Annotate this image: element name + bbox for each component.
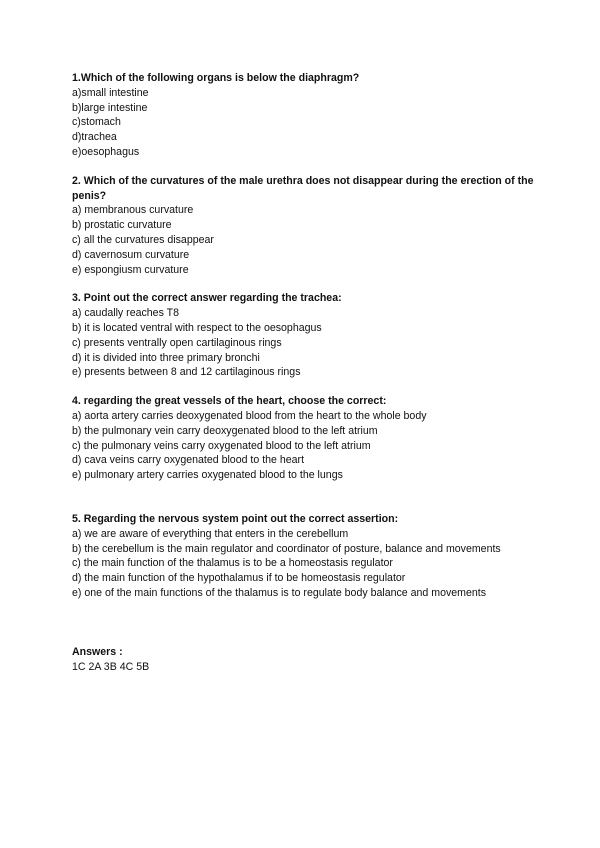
option-e: e) presents between 8 and 12 cartilaginous rings (72, 366, 301, 379)
option-b: b) prostatic curvature (72, 219, 172, 232)
option-b: b) it is located ventral with respect to the oesophagus (72, 321, 322, 334)
option-e: e)oesophagus (72, 145, 140, 158)
option-b: b) the pulmonary vein carry deoxygenated blood to the left atrium (72, 424, 378, 437)
option-d: d) cavernosum curvature (72, 248, 190, 261)
question-title: 5. Regarding the nervous system point out the correct assertion: (72, 512, 399, 525)
option-b: b)large intestine (72, 101, 148, 114)
option-a: a) caudally reaches T8 (72, 307, 179, 320)
option-c: c)stomach (72, 116, 121, 129)
option-c: c) the main function of the thalamus is to be a homeostasis regulator (72, 557, 393, 570)
document-page (72, 71, 542, 674)
option-d: d) the main function of the hypothalamus if to be homeostasis regulator (72, 572, 406, 585)
option-c: c) the pulmonary veins carry oxygenated blood to the left atrium (72, 439, 371, 452)
option-c: c) all the curvatures disappear (72, 233, 214, 246)
option-e: e) espongiusm curvature (72, 263, 189, 276)
option-d: d) cava veins carry oxygenated blood to the heart (72, 454, 305, 467)
answers-key: 1C 2A 3B 4C 5B (72, 660, 150, 673)
question-3 (72, 291, 542, 380)
option-d: d)trachea (72, 131, 117, 144)
option-b: b) the cerebellum is the main regulator and coordinator of posture, balance and movements (72, 542, 501, 555)
answers-title: Answers : (72, 645, 123, 658)
option-a: a) we are aware of everything that enters in the cerebellum (72, 527, 349, 540)
question-1 (72, 71, 542, 160)
question-title: 4. regarding the great vessels of the heart, choose the correct: (72, 395, 387, 408)
option-a: a) aorta artery carries deoxygenated blood from the heart to the whole body (72, 409, 427, 422)
option-c: c) presents ventrally open cartilaginous rings (72, 336, 282, 349)
option-a: a)small intestine (72, 86, 149, 99)
question-title: 3. Point out the correct answer regarding the trachea: (72, 292, 342, 305)
question-title: 1.Which of the following organs is below the diaphragm? (72, 72, 360, 84)
option-a: a) membranous curvature (72, 204, 194, 217)
answers-section (72, 645, 542, 675)
option-d: d) it is divided into three primary bronchi (72, 351, 260, 364)
question-2 (72, 174, 542, 278)
question-4 (72, 394, 542, 483)
option-e: e) pulmonary artery carries oxygenated blood to the lungs (72, 469, 343, 482)
question-title: 2. Which of the curvatures of the male urethra does not disappear during the erection of the penis? (72, 174, 534, 202)
question-5 (72, 512, 542, 601)
option-e: e) one of the main functions of the thalamus is to regulate body balance and movements (72, 586, 486, 599)
